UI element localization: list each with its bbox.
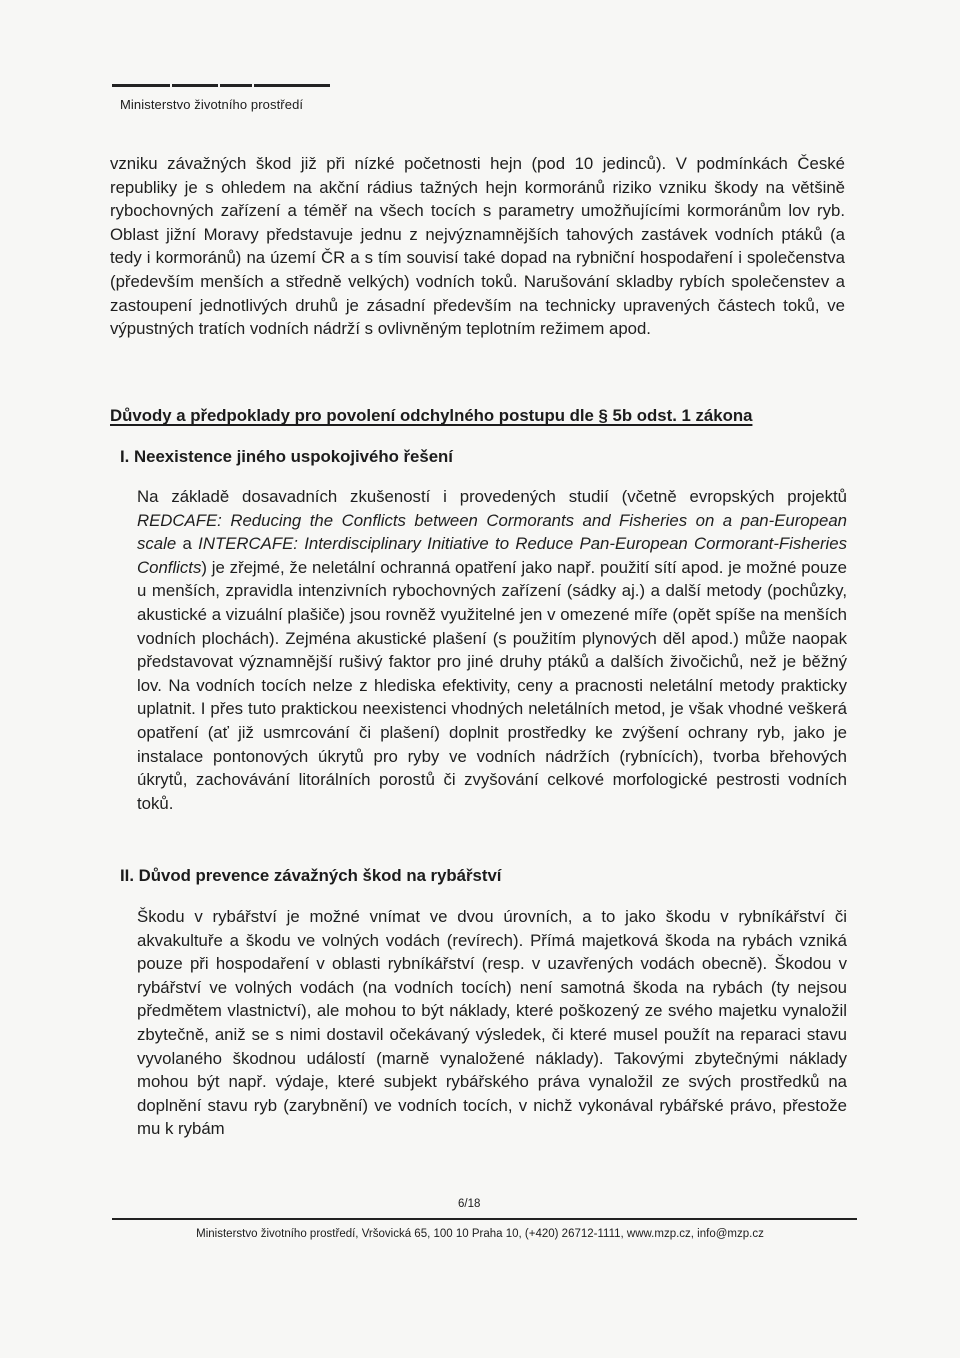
- project-intercafe: INTERCAFE: Interdisciplinary Initiative to Reduce Pan-European Cormorant-Fisheries Conflicts: [137, 534, 847, 577]
- page-number: 6/18: [458, 1198, 481, 1210]
- subsection-2-paragraph: Škodu v rybářství je možné vnímat ve dvou úrovních, a to jako škodu v rybníkářství či akvakultuře a škodu ve volných vodách (revírech). Přímá majetková škoda na rybách vzniká pouze při hospodaření v oblasti rybníkářství (resp. v uzavřených vodách obecně). Škodou v rybářství ve volných vodách (na vodních tocích) není samotná škoda na rybách (ty nejsou předmětem vlastnictví), ale mohou to být náklady, které poškozený ze svého majetku vynaložil zbytečně, aniž se s nimi dostavil očekávaný výsledek, či které musel použít na reparaci stavu vyvolaného škodnou událostí (marně vynaložené náklady). Takovými zbytečnými náklady mohou být např. výdaje, které subjekt rybářského práva vynaložil ze svých prostředků na doplnění stavu ryb (zarybnění) ve vodních tocích, v nichž vykonával rybářské právo, přestože mu k rybám: [137, 907, 847, 1139]
- footer-address: Ministerstvo životního prostředí, Vršovická 65, 100 10 Praha 10, (+420) 26712-1111, www.mzp.cz, info@mzp.cz: [196, 1228, 764, 1240]
- subsection-1-heading: I. Neexistence jiného uspokojivého řešení: [120, 447, 453, 466]
- header-organization: Ministerstvo životního prostředí: [120, 97, 304, 112]
- project-redcafe: REDCAFE: Reducing the Conflicts between Cormorants and Fisheries on a pan-European scale: [137, 510, 847, 554]
- header-rule: [112, 84, 330, 87]
- subsection-1-text-mid: a: [176, 534, 199, 554]
- subsection-1-paragraph: [137, 485, 847, 815]
- section-heading: Důvody a předpoklady pro povolení odchylného postupu dle § 5b odst. 1 zákona: [110, 406, 753, 425]
- subsection-1-text-rest: ) je zřejmé, že neletální ochranná opatření jako např. použití sítí apod. je možné pouze u menších, zpravidla intenzivních rybochovných zařízení (sádky aj.) a další metody (pochůzky, akustické a vizuální plašiče) jsou rovněž využitelné jen v omezené míře (opět spíše na menších vodních plochách). Zejména akustické plašení (s použitím plynových děl apod.) může naopak představovat významnější rušivý faktor pro jiné druhy ptáků a dalších živočichů, než je běžný lov. Na vodních tocích nelze z hlediska efektivity, ceny a pracnosti neletální metody prakticky uplatnit. I přes tuto praktickou neexistenci vhodných neletálních metod, je však vhodné veškerá opatření (ať již usmrcování či plašení) doplnit prostředky ke zvýšení ochrany ryb, jako je instalace pontonových úkrytů pro ryby ve vodních nádržích (rybnících), tvorba břehových úkrytů, zachovávání litorálních porostů či zvyšování celkové morfologické pestrosti vodních toků.: [137, 557, 847, 813]
- paragraph-1: vzniku závažných škod již při nízké početnosti hejn (pod 10 jedinců). V podmínkách České republiky je s ohledem na akční rádius tažných hejn kormoránů riziko vzniku škody na většině rybochovných zařízení a téměř na všech tocích s parametry umožňujícími kormoránům lov ryb. Oblast jižní Moravy představuje jednu z nejvýznamnějších tahových zastávek vodních ptáků (a tedy i kormoránů) na území ČR a s tím souvisí také dopad na rybniční hospodaření i společenstva (především menších a středně velkých) vodních toků. Narušování skladby rybích společenstev a zastoupení jednotlivých druhů je zásadní především na technicky upravených částech toků, ve výpustných tratích vodních nádrží s ovlivněným teplotním režimem apod.: [110, 154, 845, 339]
- footer-rule: [112, 1218, 857, 1220]
- subsection-2-heading: II. Důvod prevence závažných škod na rybářství: [120, 866, 502, 885]
- subsection-1-text-lead: Na základě dosavadních zkušeností i provedených studií (včetně evropských projektů: [137, 487, 847, 506]
